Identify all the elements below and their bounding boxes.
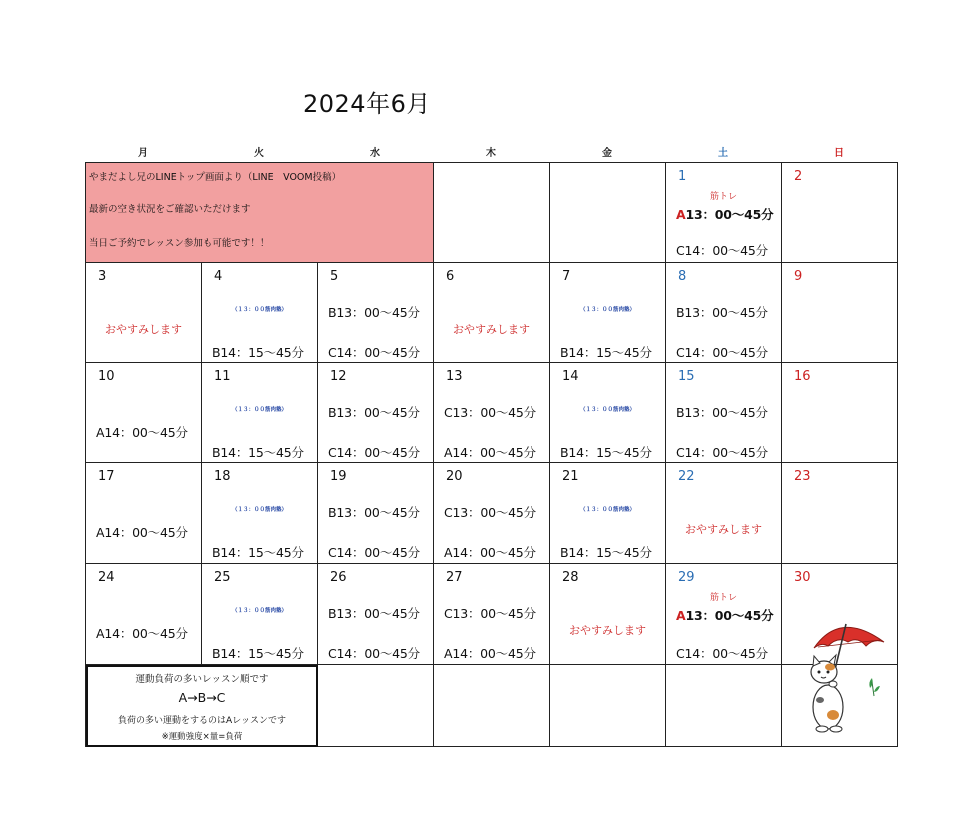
lesson-b14: B14：15〜45分 [560, 545, 652, 560]
day-number: 1 [678, 169, 687, 184]
legend-line-3: 負荷の多い運動をするのはAレッスンです [117, 716, 287, 726]
lesson-b13: B13：00〜45分 [328, 405, 420, 420]
lesson-c14: C14：00〜45分 [676, 243, 768, 258]
day-number: 22 [678, 469, 695, 484]
day-cell-24[interactable] [86, 564, 202, 665]
day-cell-17[interactable] [86, 463, 202, 564]
day-number: 2 [794, 169, 803, 184]
lesson-b13: B13：00〜45分 [328, 505, 420, 520]
lesson-time: 13：00〜45分 [685, 608, 774, 623]
weekday-fri: 金 [602, 148, 612, 159]
lesson-b14: B14：15〜45分 [560, 445, 652, 460]
lesson-c14: C14：00〜45分 [676, 345, 768, 360]
day-cell-11[interactable] [202, 363, 318, 463]
lesson-a13 [676, 606, 773, 624]
calendar-title: 2024年6月 [303, 90, 431, 118]
day-cell-4[interactable] [202, 263, 318, 363]
rest-label: おやすみします [105, 323, 182, 336]
day-cell-28[interactable] [550, 564, 666, 665]
day-number: 16 [794, 369, 811, 384]
day-cell-25[interactable] [202, 564, 318, 665]
weekday-wed: 水 [370, 148, 380, 159]
day-cell-7[interactable] [550, 263, 666, 363]
weekday-sun: 日 [834, 148, 844, 159]
lesson-letter: A [676, 608, 686, 623]
day-cell-8[interactable] [666, 263, 782, 363]
calendar-grid [85, 162, 898, 747]
lesson-c14: C14：00〜45分 [328, 345, 420, 360]
legend-line-4: ※運動強度×量=負荷 [161, 732, 243, 742]
kinniku-note: （１３：００筋肉塾） [231, 608, 287, 614]
lesson-b13: B13：00〜45分 [328, 606, 420, 621]
rest-label: おやすみします [685, 523, 762, 536]
day-cell-16[interactable] [782, 363, 898, 463]
day-number: 18 [214, 469, 231, 484]
lesson-a14: A14：00〜45分 [444, 445, 536, 460]
day-cell-6[interactable] [434, 263, 550, 363]
day-number: 4 [214, 269, 223, 284]
lesson-a13 [676, 205, 773, 223]
kinniku-note: （１３：００筋肉塾） [231, 307, 287, 313]
weekday-thu: 木 [486, 148, 496, 159]
lesson-c14: C14：00〜45分 [328, 545, 420, 560]
special-label: 筋トレ [709, 593, 737, 603]
day-cell-empty [318, 665, 434, 747]
day-cell-2[interactable] [782, 163, 898, 263]
lesson-c13: C13：00〜45分 [444, 505, 536, 520]
day-number: 11 [214, 369, 231, 384]
line-notice-box [86, 163, 434, 263]
day-cell-empty [550, 665, 666, 747]
day-number: 26 [330, 570, 347, 585]
day-cell-empty [434, 665, 550, 747]
day-number: 7 [562, 269, 571, 284]
lesson-b13: B13：00〜45分 [328, 305, 420, 320]
day-cell-18[interactable] [202, 463, 318, 564]
lesson-letter: A [676, 207, 686, 222]
weekday-mon: 月 [138, 148, 148, 159]
day-number: 5 [330, 269, 339, 284]
lesson-time: 13：00〜45分 [685, 207, 774, 222]
day-cell-23[interactable] [782, 463, 898, 564]
lesson-legend-box [86, 665, 318, 747]
day-number: 14 [562, 369, 579, 384]
lesson-b14: B14：15〜45分 [212, 545, 304, 560]
day-cell-29[interactable] [666, 564, 782, 665]
day-cell-19[interactable] [318, 463, 434, 564]
lesson-a14: A14：00〜45分 [444, 545, 536, 560]
lesson-c14: C14：00〜45分 [676, 445, 768, 460]
lesson-b14: B14：15〜45分 [560, 345, 652, 360]
kinniku-note: （１３：００筋肉塾） [579, 307, 635, 313]
day-number: 6 [446, 269, 455, 284]
day-number: 17 [98, 469, 115, 484]
day-cell-5[interactable] [318, 263, 434, 363]
day-number: 30 [794, 570, 811, 585]
day-number: 29 [678, 570, 695, 585]
weekday-header [85, 144, 897, 162]
lesson-c13: C13：00〜45分 [444, 606, 536, 621]
lesson-a14: A14：00〜45分 [444, 646, 536, 661]
day-number: 19 [330, 469, 347, 484]
kinniku-note: （１３：００筋肉塾） [231, 507, 287, 513]
day-number: 15 [678, 369, 695, 384]
day-number: 24 [98, 570, 115, 585]
lesson-b14: B14：15〜45分 [212, 646, 304, 661]
kinniku-note: （１３：００筋肉塾） [579, 407, 635, 413]
lesson-c13: C13：00〜45分 [444, 405, 536, 420]
day-number: 12 [330, 369, 347, 384]
day-cell-15[interactable] [666, 363, 782, 463]
lesson-b13: B13：00〜45分 [676, 405, 768, 420]
notice-line-1: やまだよし兄のLINEトップ画面より（LINE VOOM投稿） [89, 172, 342, 183]
day-number: 28 [562, 570, 579, 585]
lesson-a14: A14：00〜45分 [96, 425, 188, 440]
day-cell-27[interactable] [434, 564, 550, 665]
day-cell-3[interactable] [86, 263, 202, 363]
day-cell-empty [666, 665, 782, 747]
lesson-c14: C14：00〜45分 [328, 445, 420, 460]
day-number: 27 [446, 570, 463, 585]
day-cell-21[interactable] [550, 463, 666, 564]
special-label: 筋トレ [709, 192, 737, 202]
day-number: 25 [214, 570, 231, 585]
rest-label: おやすみします [569, 624, 646, 637]
day-cell-9[interactable] [782, 263, 898, 363]
lesson-c14: C14：00〜45分 [328, 646, 420, 661]
day-number: 10 [98, 369, 115, 384]
legend-line-1: 運動負荷の多いレッスン順です [135, 674, 269, 685]
day-number: 9 [794, 269, 803, 284]
day-number: 13 [446, 369, 463, 384]
rest-label: おやすみします [453, 323, 530, 336]
day-cell-empty [550, 163, 666, 263]
kinniku-note: （１３：００筋肉塾） [231, 407, 287, 413]
lesson-b14: B14：15〜45分 [212, 345, 304, 360]
day-cell-14[interactable] [550, 363, 666, 463]
day-cell-26[interactable] [318, 564, 434, 665]
day-cell-22[interactable] [666, 463, 782, 564]
notice-line-3: 当日ご予約でレッスン参加も可能です！！ [89, 238, 270, 249]
lesson-a14: A14：00〜45分 [96, 525, 188, 540]
weekday-sat: 土 [718, 148, 728, 159]
kinniku-note: （１３：００筋肉塾） [579, 507, 635, 513]
lesson-a14: A14：00〜45分 [96, 626, 188, 641]
day-number: 23 [794, 469, 811, 484]
notice-line-2: 最新の空き状況をご確認いただけます [89, 204, 251, 215]
day-cell-1[interactable] [666, 163, 782, 263]
legend-line-2: A→B→C [178, 690, 226, 705]
day-number: 20 [446, 469, 463, 484]
day-cell-20[interactable] [434, 463, 550, 564]
day-number: 21 [562, 469, 579, 484]
lesson-c14: C14：00〜45分 [676, 646, 768, 661]
day-cell-13[interactable] [434, 363, 550, 463]
day-number: 8 [678, 269, 687, 284]
day-number: 3 [98, 269, 107, 284]
lesson-b13: B13：00〜45分 [676, 305, 768, 320]
cat-umbrella-mascot-icon [800, 612, 892, 744]
weekday-tue: 火 [254, 148, 264, 159]
day-cell-10[interactable] [86, 363, 202, 463]
day-cell-12[interactable] [318, 363, 434, 463]
lesson-b14: B14：15〜45分 [212, 445, 304, 460]
day-cell-empty [434, 163, 550, 263]
